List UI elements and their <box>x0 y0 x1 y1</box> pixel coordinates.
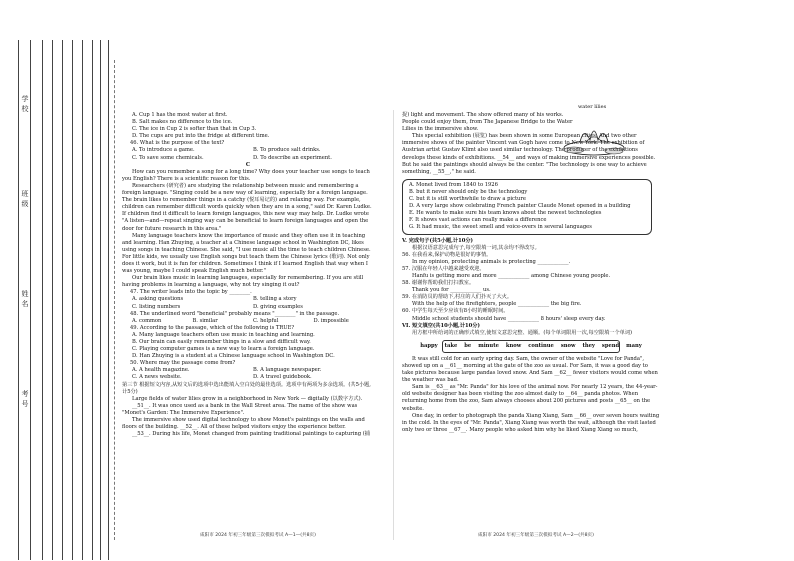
q49-stem: 49. According to the passage, which of the following is TRUE? <box>130 324 295 331</box>
q45-option-d: D. The cups are put into the fridge at different time. <box>132 133 270 140</box>
passage-para1: It was still cold for an early spring day. Sam, the owner of the website "Love for Panda", showed up on a __61__ morning at the gate of the zoo as usual. For Sam, it was a good day to take pictures because large pandas loved snow. And Sam __62__ fewer visitors would come when the weather was bad. <box>402 355 658 384</box>
cloze-option-b: B. but it never should only be the technology <box>409 188 528 195</box>
q46-options-row1: A. To introduce a game. B. To produce salt drinks. <box>132 147 321 154</box>
cloze-option-f: F. It shows vast actions can really make a difference <box>409 217 547 224</box>
q48-stem: 48. The underlined word "beneficial" probably means "________" in the passage. <box>130 310 340 317</box>
right-page <box>402 112 660 434</box>
q48-options: A. common B. similar C. helpful D. impossible <box>132 317 349 324</box>
passage-c-para1: How can you remember a song for a long time? Why does your teacher use songs to teach you English? There is a scientific reason for this. <box>122 168 370 182</box>
passage-c-para3: Many language teachers know the importance of music and they often use it in teaching and learning. Han Zhuying, a teacher at a Chinese language school in Washington DC, likes using songs in teaching Chinese. She said, "I use music all the time to teach children Chinese. For little kids, we usually use English songs but teach them the Chinese lyrics (歌词). Not only does it work, but it is fun for children. Sometimes I think if I learned English that way when I was young, maybe I could speak English much better." <box>122 232 371 275</box>
q56-english: In my opinion, protecting animals is protecting ____________. <box>412 258 571 265</box>
passage-para2: Sam is __63__ as "Mr. Panda" for his love of the animal now. For nearly 12 years, the 44-year-old website designer has been visiting the zoo almost daily to __64__ panda photos. When returning home from the zoo, Sam always chooses about 200 pictures and posts __65__ on the website. <box>402 384 658 412</box>
passage-para3: One day, in order to photograph the panda Xiang Xiang, Sam __66__ over seven hours waiting in the cold. In the eyes of "Mr. Panda", Xiang Xiang was worth the wait, although the visit lasted only two or three __67__. Many people who asked him why he liked Xiang Xiang so much, <box>402 412 660 433</box>
cloze-para1: Large fields of water lilies grow in a neighborhood in New York — digitally (以数字方式). <box>132 395 363 402</box>
word-bank-item: know <box>505 342 522 349</box>
q49-option-d: D. Han Zhuying is a student at a Chinese language school in Washington DC. <box>132 353 335 360</box>
cloze-option-c: C. but it is still worthwhile to draw a picture <box>409 196 526 203</box>
passage-c-para4: Our brain likes music in learning languages, especially for remembering. If you are still having problems in learning a language, why not try singing it out? <box>122 275 364 289</box>
q47-options-row2: C. listing numbers D. giving examples <box>132 303 303 310</box>
cloze-option-d: D. A very large show celebrating French painter Claude Monet opened in a building <box>409 203 631 210</box>
cloze-option-a: A. Monet lived from 1840 to 1926 <box>409 181 498 188</box>
q47-stem: 47. The writer leads into the topic by ________. <box>130 289 252 296</box>
q45-option-c: C. The ice in Cup 2 is softer than that in Cup 3. <box>132 126 257 133</box>
water-lilies-label: water lilies <box>578 104 607 110</box>
binding-label-school: 学校 <box>21 95 29 115</box>
passage-c-heading: C <box>245 161 251 168</box>
word-bank-item: minute <box>478 342 499 349</box>
q59-english: With the help of the firefighters, people ____________ the big fire. <box>412 301 582 308</box>
binding-label-name: 姓名 <box>21 290 29 310</box>
q58-english: Thank you for ____________ us. <box>412 287 491 294</box>
word-bank-item: happy <box>420 342 438 349</box>
q59-chinese: 59. 在消防员的帮助下,村庄的人们扑灭了大火。 <box>402 294 513 301</box>
cloze-para2: __51__. It was once used as a bank in the Wall Street area. The name of the show was "Monet's Garden: The Immersive Experience". <box>122 402 358 416</box>
word-bank-item: snow <box>560 342 576 349</box>
cloze-option-g: G. It had music, the sweet smell and voice-overs in several languages <box>409 224 592 231</box>
section5-instruction: 根据汉语意思完成句子,每空限填一词,其余均不得改写。 <box>412 244 540 251</box>
passage-c-para2: Researchers (研究者) are studying the relationship between music and remembering a foreign language. "Singing could be a new way of learning, especially for a foreign language. The brain likes to remember things in a catchy (悦耳易记的) and relaxing way. For example, children can remember difficult words quickly when they are in a song," said Dr. Karen Ludke. If children find it difficult to learn foreign languages, this new way may help. Dr. Ludke wrote "A listen—and—repeat singing way can be beneficial to learn foreign languages and open the door for future research in this area." <box>122 182 372 232</box>
q49-option-c: C. Playing computer games is a new way to learn a foreign language. <box>132 346 315 353</box>
word-bank-item: spend <box>601 342 620 349</box>
word-bank-item: they <box>582 342 595 349</box>
cloze-para6: This special exhibition (展览) has been shown in some European cities. And two other immersive shows of the painter Vincent van Gogh have come to New York. The exhibition of Austrian artist Gustav Klimt also used similar technology. The producer of the exhibitions develops these kinds of exhibitions. __54__ and ways of making immersive experiences possible. But he said the paintings should always be the center. "The technology is one way to achieve something, __55__," he said. <box>402 133 656 175</box>
q50-stem: 50. Where may the passage come from? <box>130 360 236 367</box>
q60-english: Middle school students should have ____________ 8 hours' sleep every day. <box>412 315 606 322</box>
word-bank-item: continue <box>528 342 554 349</box>
word-bank-item: be <box>464 342 472 349</box>
q56-chinese: 56. 在我看来,保护动物是很好的事情。 <box>402 251 492 258</box>
section3-instruction: 第三节 根据短文内容,从短文后的选项中选出能填入空白处的最佳选项。选项中有两项为多余选项。(共5小题,计5分) <box>122 381 371 395</box>
q46-stem: 46. What is the purpose of the text? <box>130 140 225 147</box>
binding-strip <box>0 0 120 561</box>
cloze-para3: The immersive show used digital technology to show Monet's paintings on the walls and floors of the building. __52__. All of these helped visitors enjoy the experience better. <box>122 417 365 431</box>
left-page <box>122 112 374 438</box>
binding-label-class: 班级 <box>21 190 29 210</box>
q45-option-b: B. Salt makes no difference to the ice. <box>132 119 233 126</box>
word-bank-item: many <box>626 342 642 349</box>
cloze-para5: 捉) light and movement. The show offered many of his works. People could enjoy them, from The Japanese Bridge to the Water Lilies in the immersive show. <box>402 112 573 133</box>
binding-label-examno: 考号 <box>21 390 29 410</box>
page-seam <box>393 110 394 540</box>
q50-options-row1: A. A health magazine. B. A language newspaper. <box>132 367 322 374</box>
q60-chinese: 60. 中学生每天至少应该有8小时的睡眠时间。 <box>402 308 509 315</box>
q49-option-b: B. Our brain can easily remember things in a slow and difficult way. <box>132 339 311 345</box>
section6-instruction: 用方框中所给词的正确形式填空,使短文意思完整、通顺。(每个单词限用一次,每空限填一个单词) <box>412 329 633 336</box>
q46-options-row2: C. To save some chemicals. D. To describe an experiment. <box>132 154 332 161</box>
cloze-option-e: E. He wants to make sure his team knows about the newest technologies <box>409 210 602 217</box>
q47-options-row1: A. asking questions B. telling a story <box>132 296 297 303</box>
q57-chinese: 57. 汉服在年轻人中越来越受欢迎。 <box>402 265 485 272</box>
cloze-options-box <box>402 179 652 235</box>
q45-option-a: A. Cup 1 has the most water at first. <box>132 112 228 118</box>
cloze-para4: __53__. During his life, Monet changed from painting traditional paintings to capturing (捕 <box>132 431 370 438</box>
q49-option-a: A. Many language teachers often use music in teaching and learning. <box>132 331 315 338</box>
left-page-footer: 咸阳市 2024 年初三年级第三次模拟考试 A—1—(共8页) <box>200 533 316 538</box>
q57-english: Hanfu is getting more and more ____________ among Chinese young people. <box>412 272 611 279</box>
section5-heading: V. 完成句子(共5小题,计10分) <box>402 237 473 244</box>
q58-chinese: 58. 谢谢你帮助我们打扫教室。 <box>402 280 475 287</box>
q50-options-row2: C. A news website. D. A travel guidebook. <box>132 374 312 381</box>
word-bank-item: take <box>444 342 458 349</box>
right-page-footer: 咸阳市 2024 年初三年级第三次模拟考试 A—2—(共8页) <box>478 533 594 538</box>
word-bank-box <box>420 340 642 353</box>
section6-heading: VI. 短文填空(共10小题,计10分) <box>402 322 480 329</box>
